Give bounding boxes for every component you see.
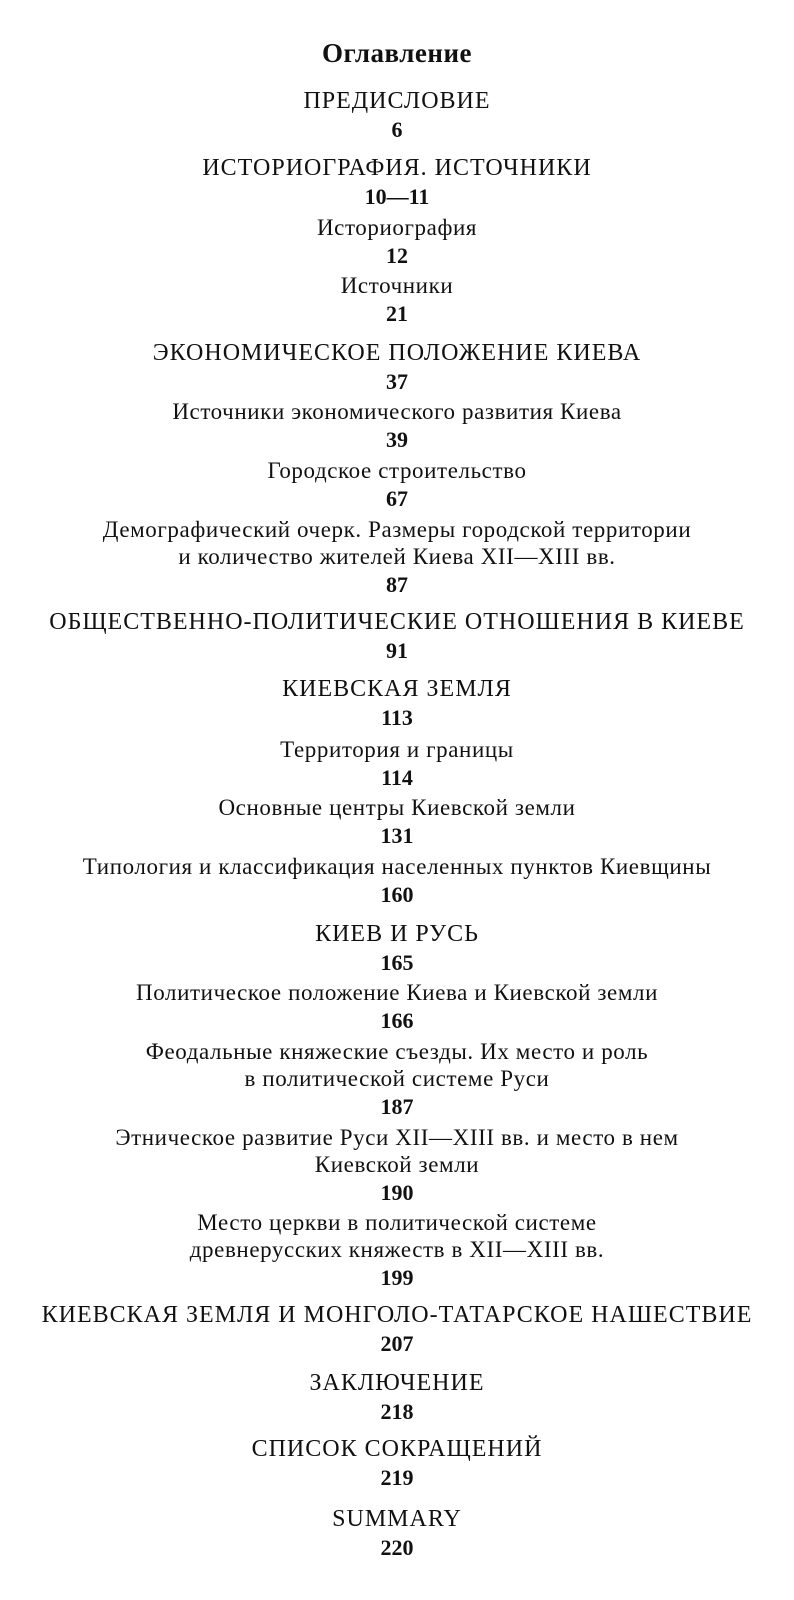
toc-page-number: 67 (386, 486, 408, 511)
toc-entry-title: Феодальные княжеские съезды. Их место и роль (145, 1039, 649, 1064)
toc-entry (0, 853, 794, 909)
toc-entry (0, 340, 794, 396)
toc-entry-title: ПРЕДИСЛОВИЕ (303, 88, 491, 114)
toc-entry-title: КИЕВСКАЯ ЗЕМЛЯ И МОНГОЛО-ТАТАРСКОЕ НАШЕСТВИЕ (41, 1302, 753, 1328)
toc-entry-title: Городское строительство (267, 458, 527, 483)
toc-page-number: 219 (380, 1465, 414, 1490)
toc-entry-title: СПИСОК СОКРАЩЕНИЙ (251, 1436, 543, 1462)
toc-page-number: 114 (381, 765, 413, 790)
toc-entry-title: Историография (316, 215, 478, 240)
toc-page-number: 37 (386, 369, 408, 394)
toc-entry (0, 736, 794, 792)
toc-entry-title: Политическое положение Киева и Киевской земли (136, 980, 658, 1005)
toc-entry (0, 398, 794, 454)
toc-entry-title: ОБЩЕСТВЕННО-ПОЛИТИЧЕСКИЕ ОТНОШЕНИЯ В КИЕВЕ (49, 609, 745, 635)
toc-page-number: 187 (380, 1094, 414, 1119)
toc-entry-title: КИЕВ И РУСЬ (315, 921, 479, 947)
toc-entry (0, 1209, 794, 1292)
toc-entry-title: ЗАКЛЮЧЕНИЕ (309, 1370, 485, 1396)
toc-entry (0, 1124, 794, 1207)
toc-page-number: 165 (380, 950, 414, 975)
toc-entry (0, 516, 794, 599)
toc-entry-title: в политической системе Руси (244, 1066, 550, 1091)
toc-entry-title: Этническое развитие Руси XII—XIII вв. и место в нем (115, 1125, 679, 1150)
toc-page-number: 91 (386, 638, 408, 663)
toc-page-number: 113 (381, 705, 413, 730)
toc-entry (0, 214, 794, 270)
toc-entry (0, 457, 794, 513)
toc-entry (0, 676, 794, 732)
toc-entry (0, 979, 794, 1035)
toc-page-number: 39 (386, 427, 408, 452)
toc-page-number: 166 (380, 1008, 414, 1033)
toc-page-number: 220 (380, 1535, 414, 1560)
toc-entry-title: Демографический очерк. Размеры городской территории (102, 517, 692, 542)
toc-entry-title: Источники (340, 273, 454, 298)
toc-entry-title: SUMMARY (332, 1506, 462, 1532)
toc-entry (0, 155, 794, 211)
toc-entry (0, 794, 794, 850)
toc-entry-title: Типология и классификация населенных пунктов Киевщины (82, 854, 712, 879)
toc-page-number: 199 (380, 1265, 414, 1290)
toc-entry-title: древнерусских княжеств в XII—XIII вв. (189, 1237, 605, 1262)
toc-entry (0, 1302, 794, 1358)
toc-entry (0, 272, 794, 328)
toc-entry-title: ИСТОРИОГРАФИЯ. ИСТОЧНИКИ (202, 155, 592, 181)
toc-page-number: 160 (380, 882, 414, 907)
toc-entry (0, 1038, 794, 1121)
toc-entry (0, 1370, 794, 1426)
toc-entry-title: Киевской земли (314, 1152, 480, 1177)
toc-entry-title: ЭКОНОМИЧЕСКОЕ ПОЛОЖЕНИЕ КИЕВА (152, 340, 642, 366)
toc-entry (0, 88, 794, 144)
toc-entry (0, 921, 794, 977)
toc-entry (0, 1436, 794, 1492)
toc-page-number: 131 (380, 823, 414, 848)
toc-page-number: 207 (380, 1331, 414, 1356)
toc-page-number: 218 (380, 1399, 414, 1424)
toc-entry (0, 609, 794, 665)
toc-entry-title: Территория и границы (280, 737, 514, 762)
toc-entry-title: Место церкви в политической системе (197, 1210, 597, 1235)
page-title: Оглавление (322, 38, 472, 68)
toc-page-number: 10—11 (364, 184, 430, 209)
toc-entry-title: и количество жителей Киева XII—XIII вв. (178, 544, 616, 569)
toc-page-number: 190 (380, 1180, 414, 1205)
toc-entry-title: Основные центры Киевской земли (218, 795, 576, 820)
toc-page-number: 21 (386, 301, 408, 326)
toc-page-number: 12 (386, 243, 408, 268)
toc-entry-title: Источники экономического развития Киева (172, 399, 622, 424)
toc-page-number: 6 (391, 117, 403, 142)
toc-entry (0, 1506, 794, 1562)
toc-page-number: 87 (386, 572, 408, 597)
toc-entry-title: КИЕВСКАЯ ЗЕМЛЯ (282, 676, 512, 702)
